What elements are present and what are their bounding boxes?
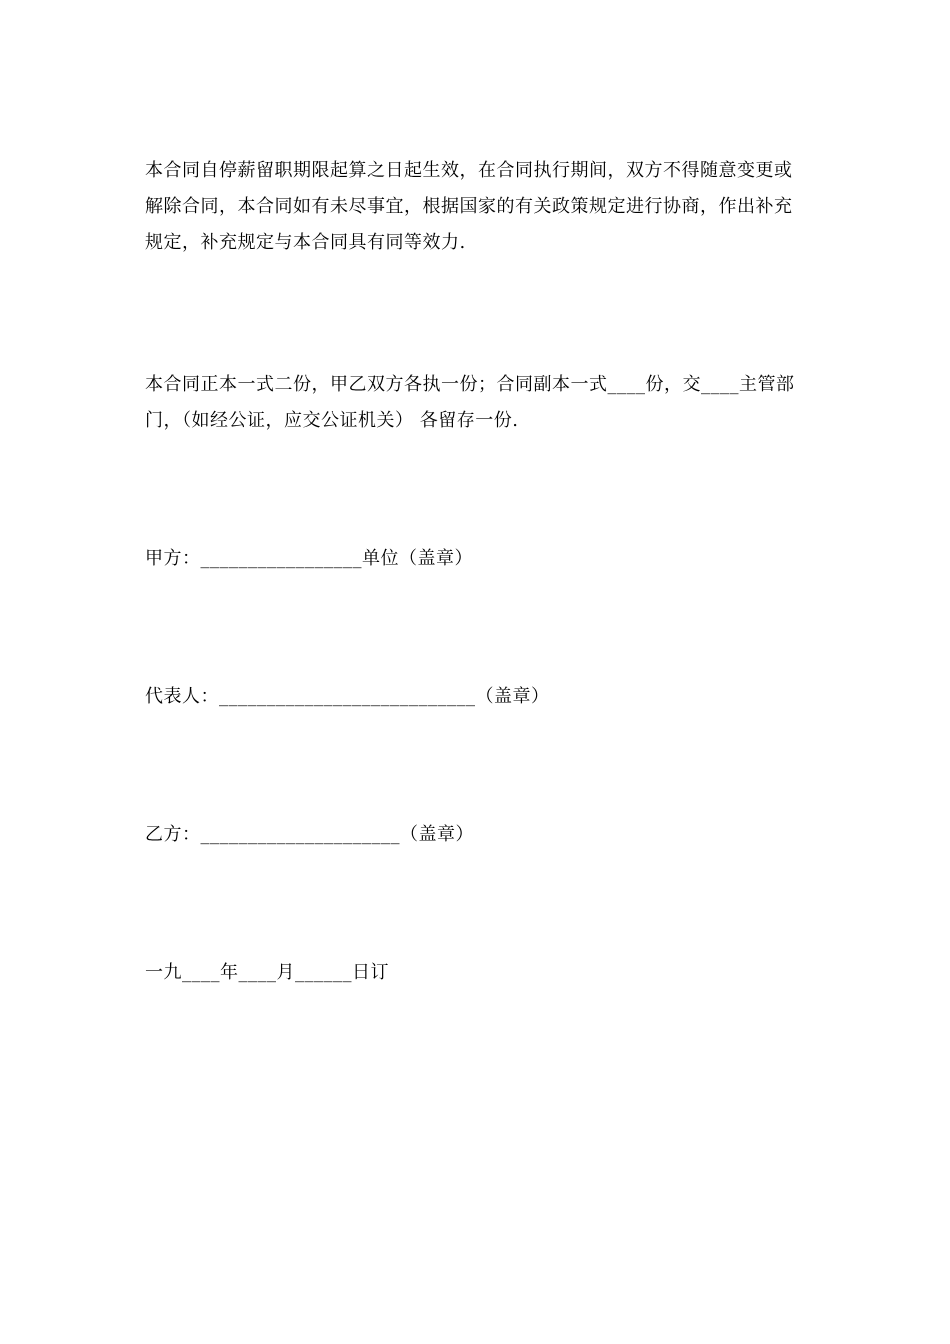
party-a-signature-line: 甲方：_________________单位（盖章） <box>145 548 473 569</box>
effect-clause-paragraph: 本合同自停薪留职期限起算之日起生效，在合同执行期间，双方不得随意变更或解除合同，本合同如有未尽事宜，根据国家的有关政策规定进行协商，作出补充规定，补充规定与本合同具有同等效力. <box>145 160 793 253</box>
copies-clause-paragraph: 本合同正本一式二份，甲乙双方各执一份；合同副本一式____份，交____主管部门，（如经公证，应交公证机关） 各留存一份. <box>145 374 795 431</box>
representative-signature-line: 代表人：___________________________（盖章） <box>145 686 550 707</box>
signing-date-line: 一九____年____月______日订 <box>145 962 389 983</box>
party-b-signature-line: 乙方：_____________________（盖章） <box>145 824 474 845</box>
